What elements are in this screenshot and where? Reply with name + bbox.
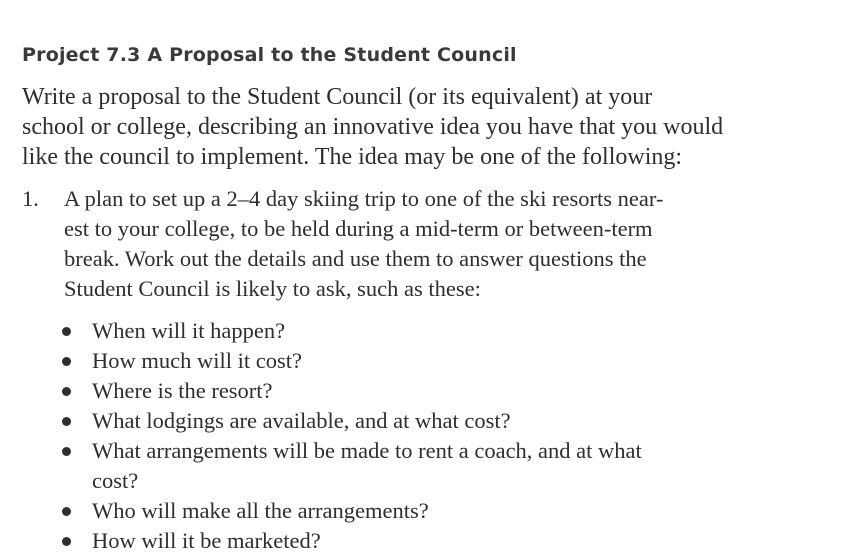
question-item [62,316,822,346]
item-line: Student Council is likely to ask, such as these: [64,276,481,301]
item-line: A plan to set up a 2–4 day skiing trip to one of the ski resorts near- [64,186,664,211]
question-item [62,526,822,556]
question-item [62,436,822,496]
question-text: What lodgings are available, and at what cost? [92,408,511,433]
item-line: est to your college, to be held during a mid-term or between-term [64,216,653,241]
item-line: break. Work out the details and use them to answer questions the [64,246,647,271]
question-text: Where is the resort? [92,378,273,403]
bullet-icon [62,507,71,516]
question-text: How will it be marketed? [92,528,321,553]
question-item [62,376,822,406]
intro-line: school or college, describing an innovative idea you have that you would [22,114,724,140]
bullet-icon [62,327,71,336]
question-text: When will it happen? [92,318,286,343]
question-item [62,406,822,436]
intro-paragraph [22,82,842,172]
item-number: 1. [22,186,39,211]
bullet-icon [62,387,71,396]
bullet-icon [62,417,71,426]
question-text: What arrangements will be made to rent a coach, and at what [92,438,642,463]
question-item [62,496,822,526]
item-text [64,184,824,304]
question-list [62,316,822,556]
question-item [62,346,822,376]
question-text: How much will it cost? [92,348,302,373]
intro-line: like the council to implement. The idea may be one of the following: [22,144,683,170]
intro-line: Write a proposal to the Student Council (or its equivalent) at your [22,84,653,110]
bullet-icon [62,537,71,546]
question-text-continued: cost? [92,468,139,493]
question-text: Who will make all the arrangements? [92,498,429,523]
project-heading: Project 7.3 A Proposal to the Student Council [22,44,517,66]
bullet-icon [62,447,71,456]
bullet-icon [62,357,71,366]
